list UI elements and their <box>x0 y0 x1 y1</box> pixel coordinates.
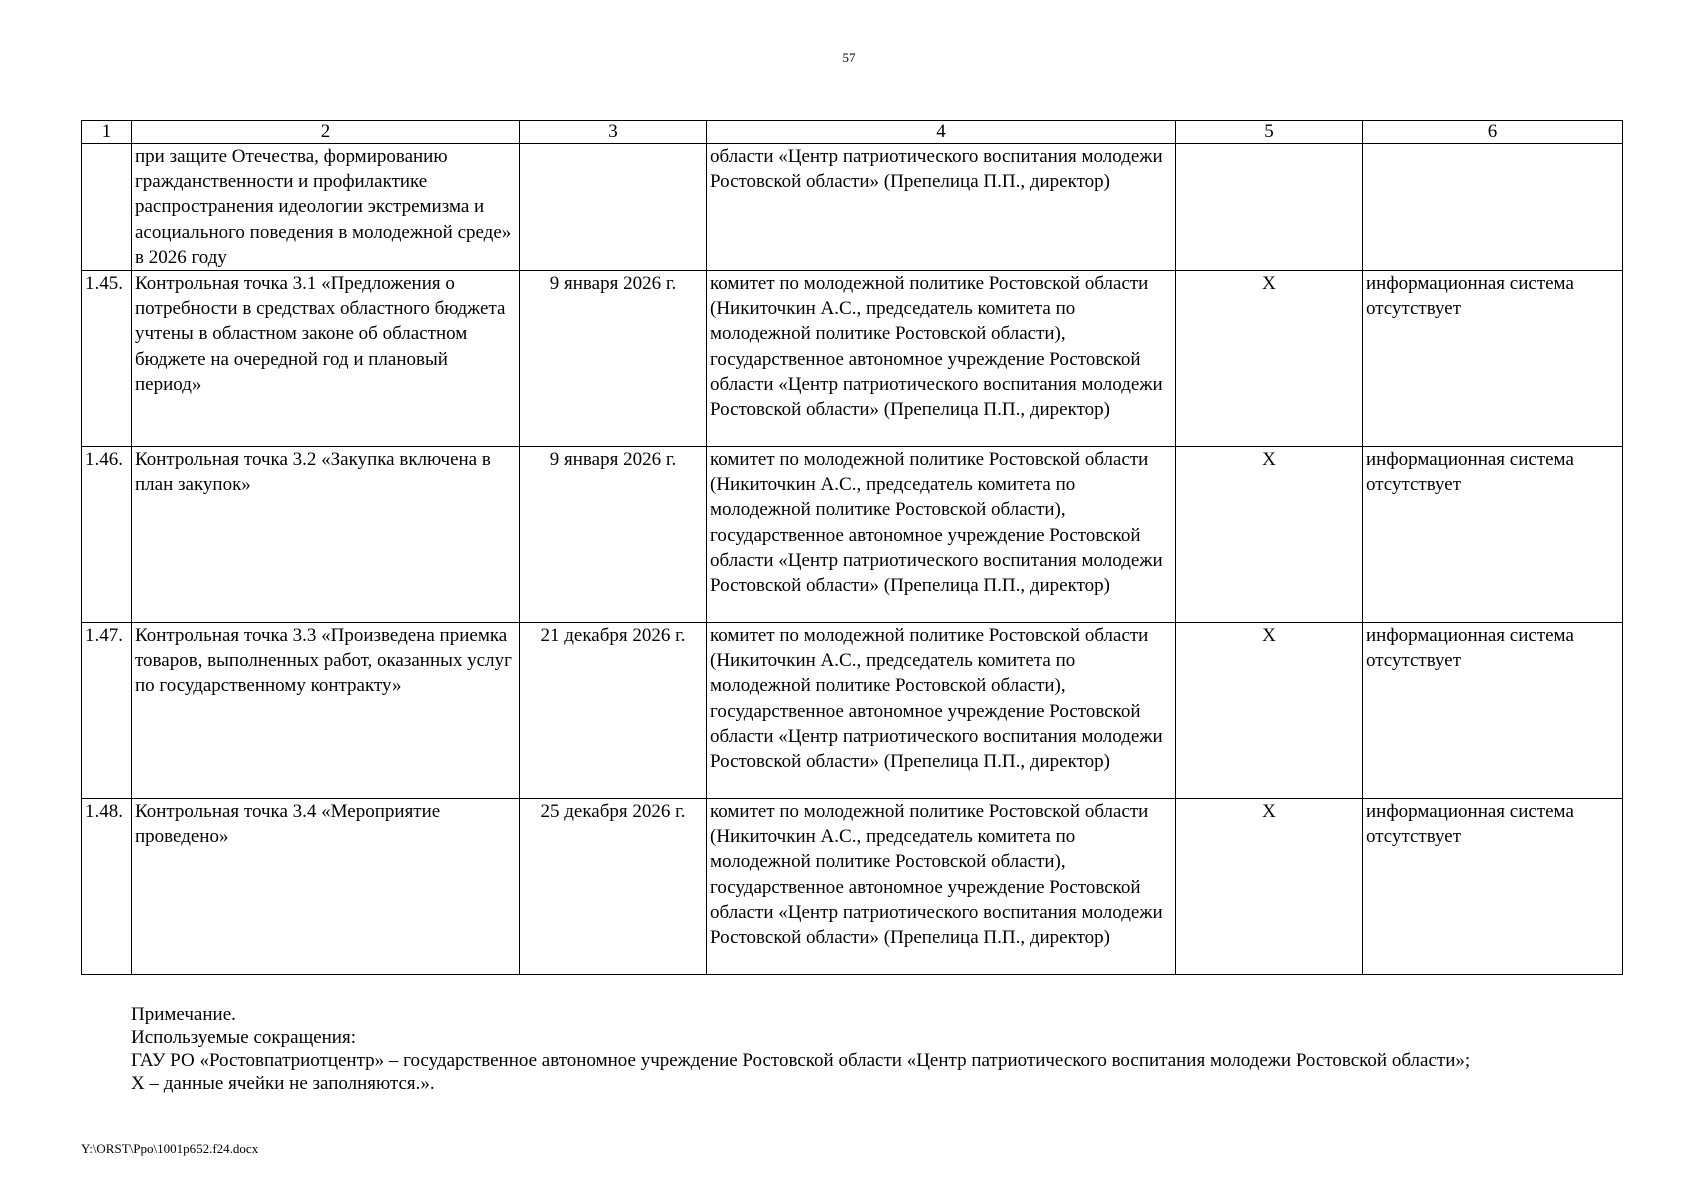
info-system: информационная система отсутствует <box>1363 447 1623 623</box>
notes-title: Примечание. <box>131 1004 236 1025</box>
row-number: 1.46. <box>82 447 132 623</box>
table-header-row <box>82 121 1623 144</box>
column-header-1: 1 <box>82 121 132 144</box>
table-row <box>82 623 1623 799</box>
x-mark <box>1176 144 1363 271</box>
notes-section <box>131 1003 1470 1095</box>
responsible-executor: комитет по молодежной политике Ростовской области (Никиточкин А.С., председатель комитета по молодежной политике Ростовской области), государственное автономное учреждение Ростовской области «Центр патриотического воспитания молодежи Ростовской области» (Препелица П.П., директор) <box>707 447 1176 623</box>
column-header-3: 3 <box>520 121 707 144</box>
deadline-date: 9 января 2026 г. <box>520 447 707 623</box>
info-system: информационная система отсутствует <box>1363 271 1623 447</box>
row-number: 1.48. <box>82 799 132 975</box>
row-number <box>82 144 132 271</box>
table-row <box>82 271 1623 447</box>
event-description: Контрольная точка 3.4 «Мероприятие проведено» <box>132 799 520 975</box>
event-description: Контрольная точка 3.3 «Произведена приемка товаров, выполненных работ, оказанных услуг по государственному контракту» <box>132 623 520 799</box>
x-mark: Х <box>1176 623 1363 799</box>
responsible-executor: комитет по молодежной политике Ростовской области (Никиточкин А.С., председатель комитета по молодежной политике Ростовской области), государственное автономное учреждение Ростовской области «Центр патриотического воспитания молодежи Ростовской области» (Препелица П.П., директор) <box>707 623 1176 799</box>
column-header-6: 6 <box>1363 121 1623 144</box>
abbreviation-line: ГАУ РО «Ростовпатриотцентр» – государственное автономное учреждение Ростовской области «Центр патриотического воспитания молодежи Ростовской области»; <box>131 1050 1471 1071</box>
responsible-executor: комитет по молодежной политике Ростовской области (Никиточкин А.С., председатель комитета по молодежной политике Ростовской области), государственное автономное учреждение Ростовской области «Центр патриотического воспитания молодежи Ростовской области» (Препелица П.П., директор) <box>707 799 1176 975</box>
notes-subtitle: Используемые сокращения: <box>131 1027 356 1048</box>
event-description: Контрольная точка 3.1 «Предложения о потребности в средствах областного бюджета учтены в областном законе об областном бюджете на очередной год и плановый период» <box>132 271 520 447</box>
column-header-5: 5 <box>1176 121 1363 144</box>
table-row <box>82 799 1623 975</box>
x-mark: Х <box>1176 271 1363 447</box>
responsible-executor: комитет по молодежной политике Ростовской области (Никиточкин А.С., председатель комитета по молодежной политике Ростовской области), государственное автономное учреждение Ростовской области «Центр патриотического воспитания молодежи Ростовской области» (Препелица П.П., директор) <box>707 271 1176 447</box>
row-number: 1.45. <box>82 271 132 447</box>
abbreviation-line: Х – данные ячейки не заполняются.». <box>131 1073 435 1094</box>
page-number: 57 <box>842 50 856 65</box>
row-number: 1.47. <box>82 623 132 799</box>
x-mark: Х <box>1176 799 1363 975</box>
column-header-2: 2 <box>132 121 520 144</box>
table-row <box>82 144 1623 271</box>
plan-table <box>81 120 1623 975</box>
responsible-executor: области «Центр патриотического воспитания молодежи Ростовской области» (Препелица П.П., директор) <box>707 144 1176 271</box>
column-header-4: 4 <box>707 121 1176 144</box>
table-row <box>82 447 1623 623</box>
x-mark: Х <box>1176 447 1363 623</box>
file-path-footer: Y:\ORST\Ppo\1001p652.f24.docx <box>81 1141 259 1156</box>
event-description: Контрольная точка 3.2 «Закупка включена в план закупок» <box>132 447 520 623</box>
info-system: информационная система отсутствует <box>1363 623 1623 799</box>
deadline-date: 9 января 2026 г. <box>520 271 707 447</box>
info-system <box>1363 144 1623 271</box>
info-system: информационная система отсутствует <box>1363 799 1623 975</box>
deadline-date <box>520 144 707 271</box>
event-description: при защите Отечества, формированию гражданственности и профилактике распространения идеологии экстремизма и асоциального поведения в молодежной среде» в 2026 году <box>132 144 520 271</box>
deadline-date: 21 декабря 2026 г. <box>520 623 707 799</box>
deadline-date: 25 декабря 2026 г. <box>520 799 707 975</box>
